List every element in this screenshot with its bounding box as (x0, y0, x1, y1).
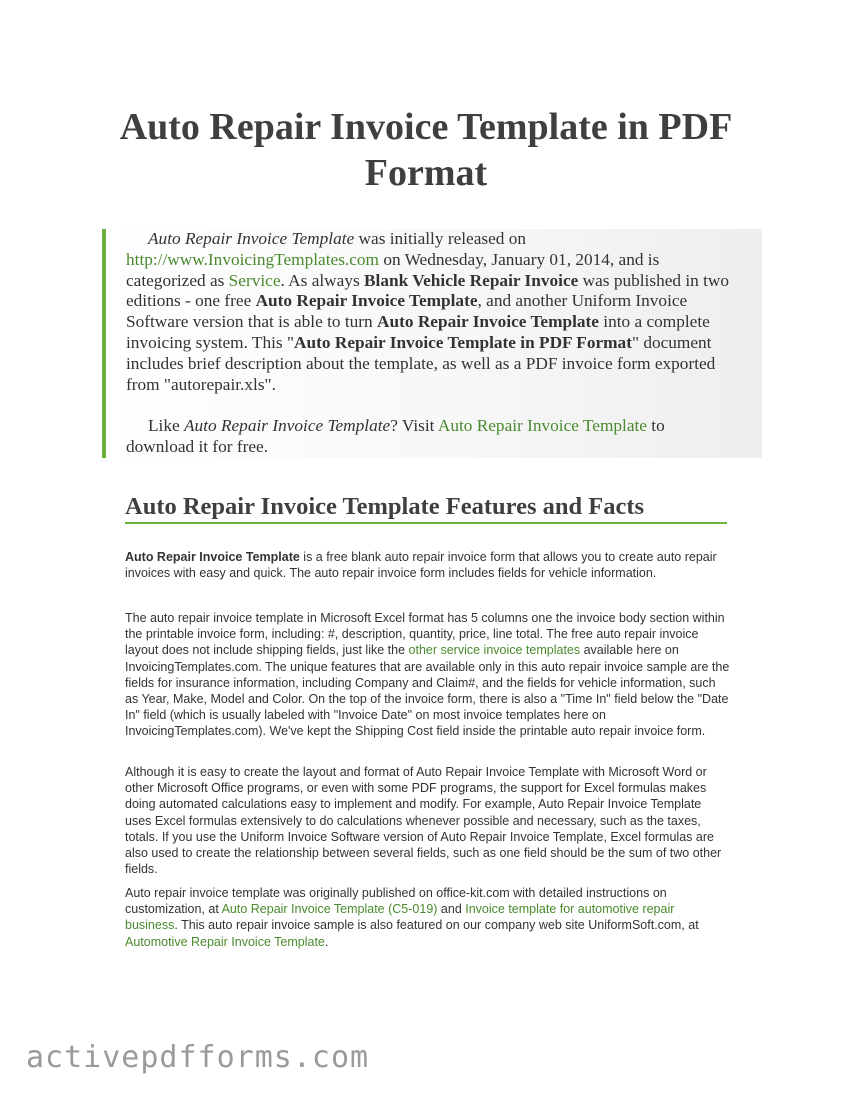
invoicingtemplates-link[interactable]: http://www.InvoicingTemplates.com (126, 249, 379, 269)
body-text: is a free blank auto repair invoice form that allows you to create auto repair invoices with easy and quick. The auto repair invoice form includes fields for vehicle information. (125, 550, 717, 581)
body-text: The auto repair invoice template in Microsoft Excel format has 5 columns one the invoice body section within the printable invoice form, including: #, description, quantity, price, line total. The free auto repair invoice layout does not include shipping fields, just like the (125, 611, 725, 658)
intro-text: , and another Uniform Invoice Software version that is able to turn (126, 291, 688, 332)
page-title: Auto Repair Invoice Template in PDF Format (119, 106, 733, 194)
features-paragraph-1 (125, 549, 730, 581)
body-text: and (437, 902, 466, 917)
intro-text: to download it for free. (126, 416, 665, 456)
section-heading: Auto Repair Invoice Template Features and Facts (125, 492, 727, 524)
intro-bold-text: Auto Repair Invoice Template in PDF Format (294, 332, 632, 352)
template-name-bold: Auto Repair Invoice Template (125, 550, 300, 564)
intro-text: . As always (280, 270, 365, 290)
uniformsoft-template-link[interactable]: Automotive Repair Invoice Template (125, 934, 325, 949)
intro-download-paragraph (126, 416, 736, 458)
intro-text: was initially released on (354, 229, 527, 248)
intro-bold-text: Auto Repair Invoice Template (377, 312, 599, 332)
intro-text: on Wednesday, January 01, 2014, and is categorized as (126, 249, 660, 290)
automotive-repair-business-link[interactable]: Invoice template for automotive repair business (125, 902, 675, 933)
body-text: . (324, 934, 329, 949)
other-service-templates-link[interactable]: other service invoice templates (408, 643, 581, 658)
intro-bold-text: Blank Vehicle Repair Invoice (364, 270, 579, 290)
intro-text: " document includes brief description about the template, as well as a PDF invoice form exported from "autorepair.xls". (126, 332, 716, 394)
body-text: Auto repair invoice template was originally published on office-kit.com with detailed instructions on customization, at (125, 886, 667, 917)
download-template-link[interactable]: Auto Repair Invoice Template (437, 416, 647, 435)
service-category-link[interactable]: Service (228, 270, 281, 290)
intro-text: was published in two editions - one free (126, 270, 730, 311)
body-text: available here on InvoicingTemplates.com. The unique features that are available only in this auto repair invoice sample are the fields for insurance information, including Company and Claim#, and the fields for vehicle information, such as Year, Make, Model and Color. On the top of the invoice form, there is also a "Time In" field below the "Date In" field (which is usually labeled with "Invoice Date" on most invoice templates here on InvoicingTemplates.com). We've kept the Shipping Cost field inside the printable auto repair invoice form. (125, 643, 730, 739)
intro-bold-text: Auto Repair Invoice Template (255, 291, 478, 311)
body-text: . This auto repair invoice sample is also featured on our company web site UniformSoft.com, at (174, 918, 699, 933)
features-paragraph-3: Although it is easy to create the layout and format of Auto Repair Invoice Template with Microsoft Word or other Microsoft Office programs, or even with some PDF programs, the support for Excel formulas makes doing automated calculations easy to implement and modify. For example, Auto Repair Invoice Template uses Excel formulas extensively to do calculations whenever possible and necessary, such as the taxes, totals. If you use the Uniform Invoice Software version of Auto Repair Invoice Template, Excel formulas are also used to create the relationship between several fields, such as one field should be the sum of two other fields. (125, 765, 722, 877)
office-kit-template-link[interactable]: Auto Repair Invoice Template (C5-019) (221, 902, 438, 917)
intro-template-name: Auto Repair Invoice Template (148, 229, 355, 248)
watermark: activepdfforms.com (26, 1040, 370, 1075)
intro-text: Like (148, 416, 184, 435)
intro-paragraph (126, 229, 736, 395)
features-paragraph-2 (125, 610, 730, 740)
intro-callout (102, 229, 762, 458)
intro-text: ? Visit (390, 416, 438, 435)
intro-text: into a complete invoicing system. This " (126, 312, 710, 352)
features-paragraph-4 (125, 885, 730, 950)
intro-template-name: Auto Repair Invoice Template (184, 416, 391, 435)
